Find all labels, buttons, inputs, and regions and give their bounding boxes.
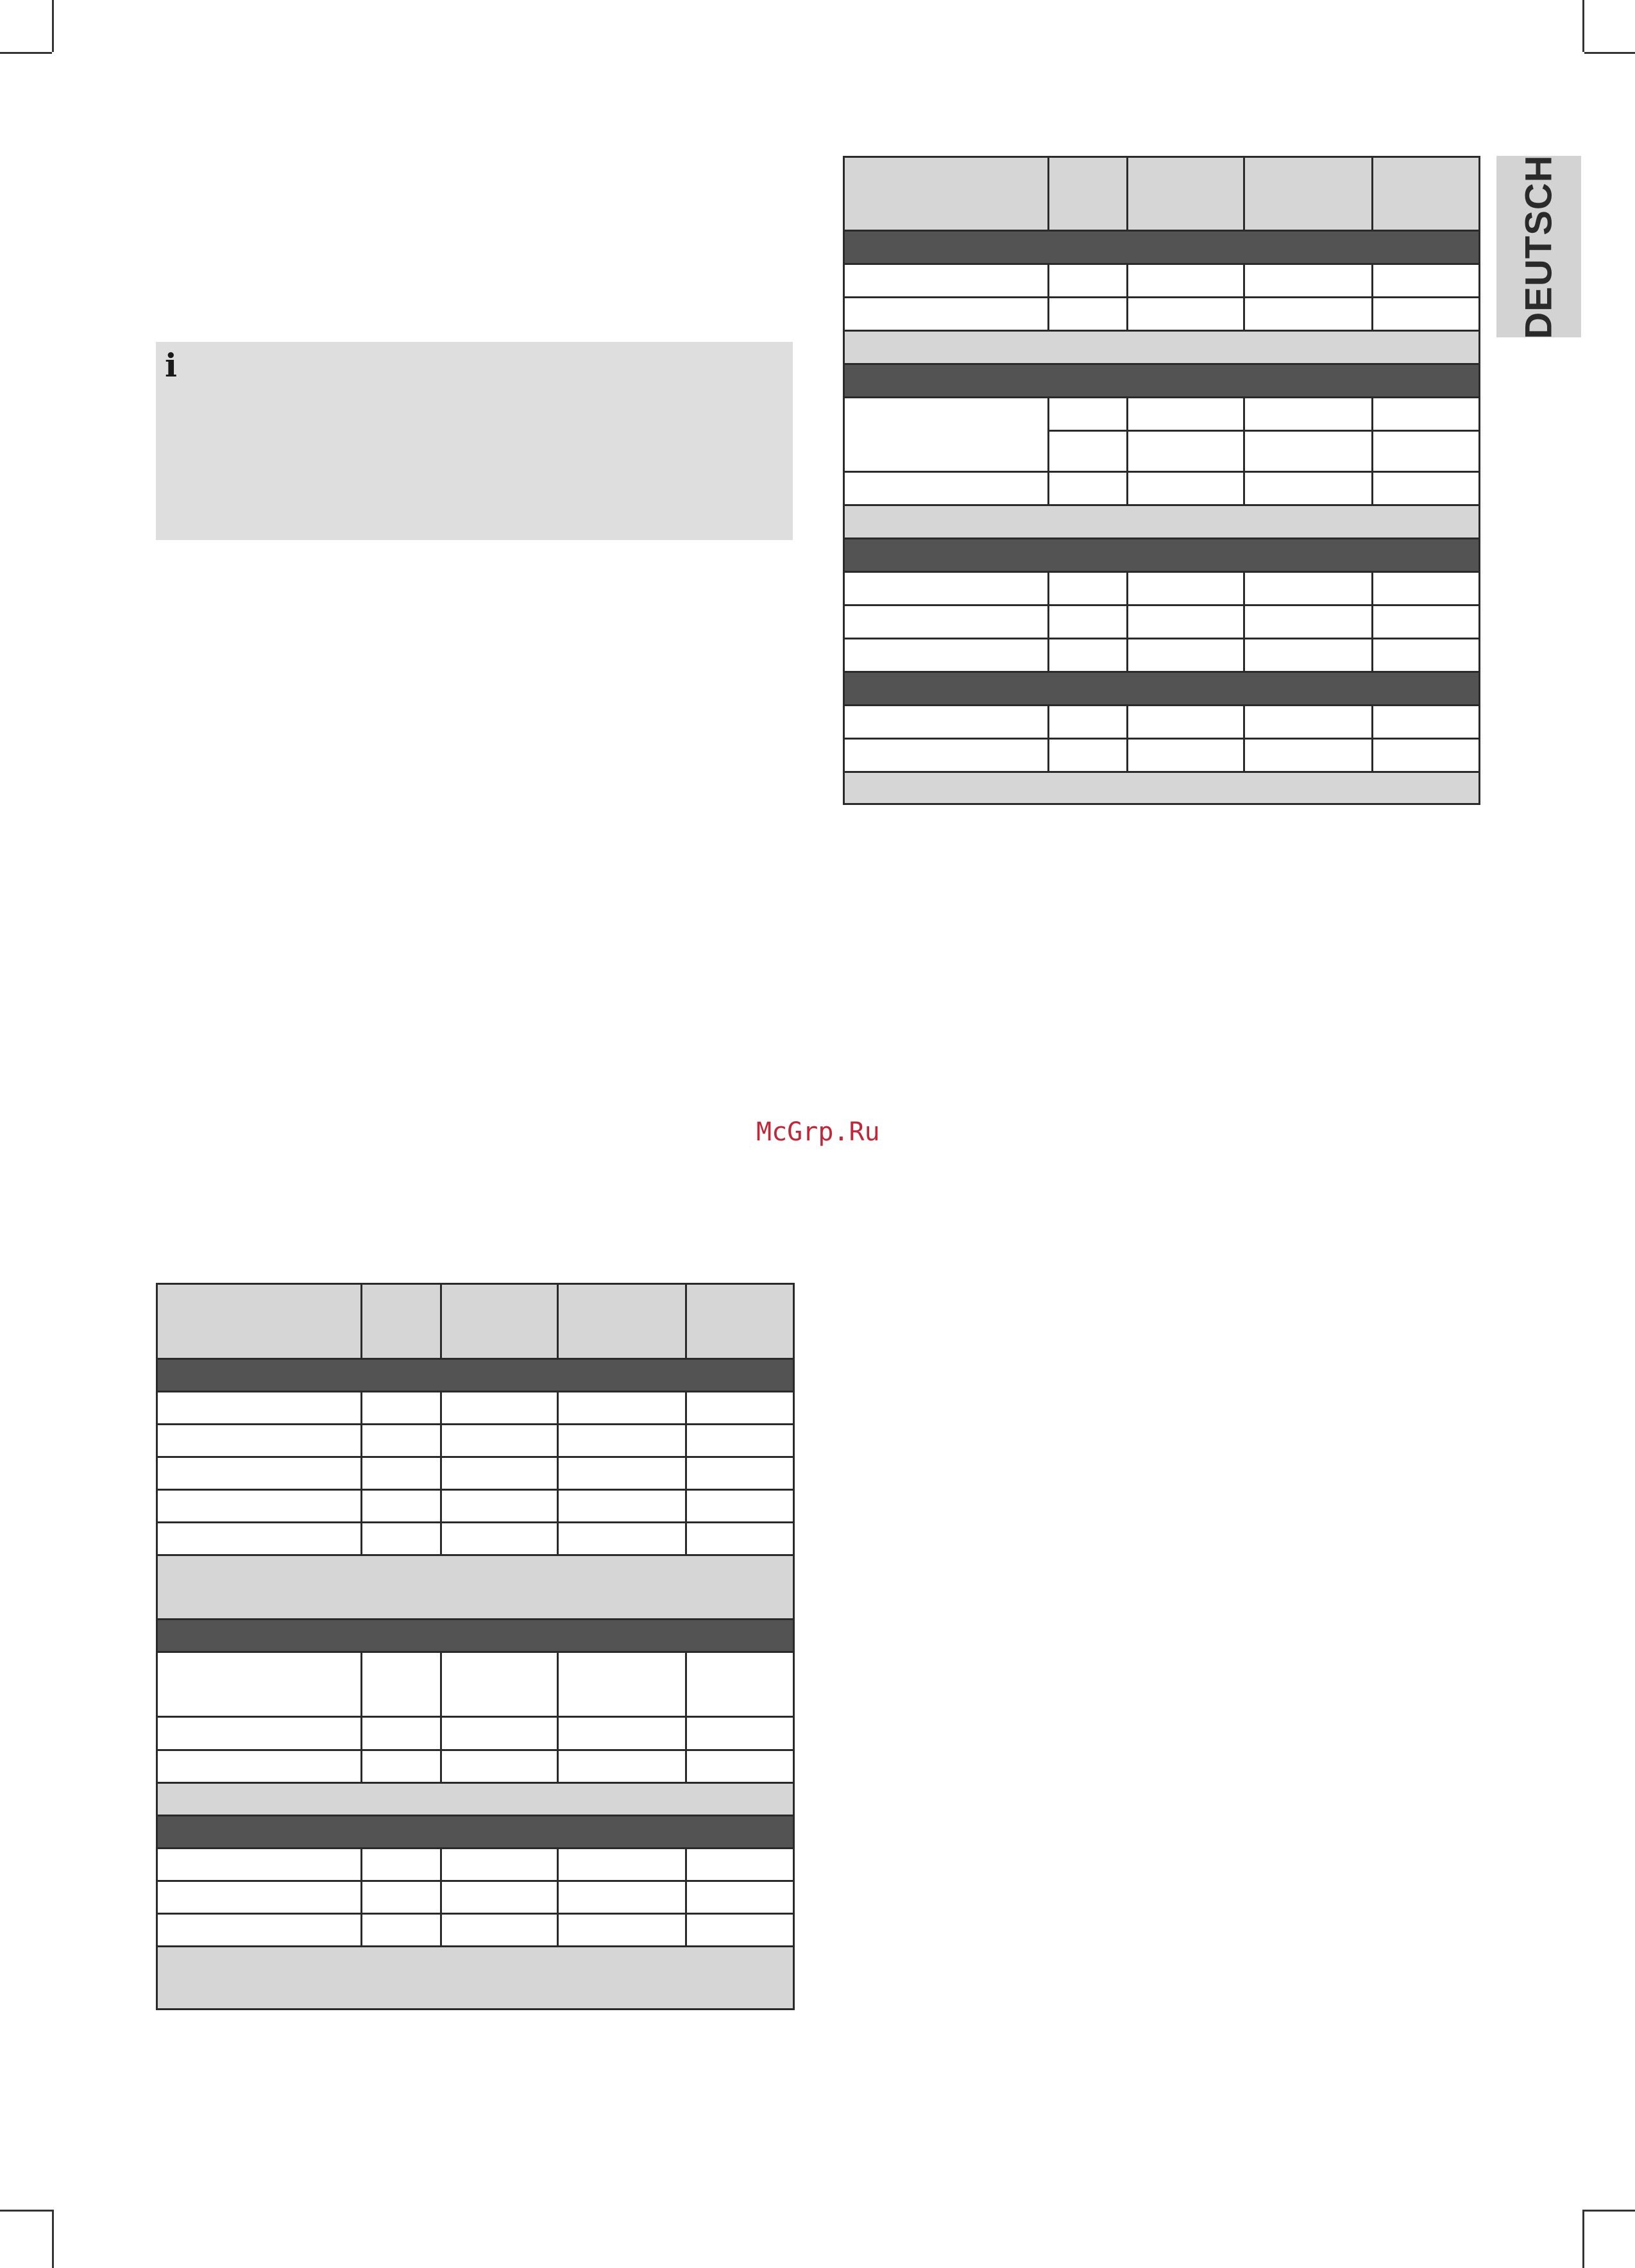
section-header-row [844,539,1480,572]
language-tab [1496,156,1581,337]
table-header-cell [362,1284,441,1359]
table-row [157,1750,794,1782]
table-row [844,739,1480,772]
table-row [844,472,1480,505]
section-header-row [844,364,1480,398]
table-header-cell [1373,157,1480,231]
table-header-cell [157,1284,362,1359]
table-header-cell [1244,157,1373,231]
watermark: McGrp.Ru [756,1117,880,1147]
crop-mark-bottom-right-h [1584,2210,1635,2212]
table-row [157,1425,794,1457]
section-header-row [157,1815,794,1848]
table-row [157,1490,794,1523]
table-header-cell [558,1284,686,1359]
table-row [844,264,1480,298]
table-row [844,572,1480,605]
table-header-cell [844,157,1049,231]
table-header-cell [1128,157,1244,231]
crop-mark-top-left-v [52,0,54,52]
crop-mark-bottom-left-v [52,2210,54,2268]
crop-mark-bottom-left-h [0,2210,52,2212]
table-row [157,1457,794,1490]
table-right [843,156,1480,805]
table-row [157,1523,794,1555]
crop-mark-top-right-h [1584,52,1635,54]
table-header-cell [1049,157,1128,231]
section-header-row [844,672,1480,706]
note-row [157,1555,794,1620]
table-row [844,298,1480,331]
table-header-cell [686,1284,794,1359]
info-icon: i [165,346,177,384]
table-row [157,1392,794,1425]
table-header-row [157,1284,794,1359]
note-row [157,1946,794,2009]
note-box [156,342,793,540]
table-row [844,605,1480,639]
language-tab-label: DEUTSCH [1518,154,1560,339]
table-row [844,706,1480,739]
section-header-row [157,1359,794,1392]
note-row [844,772,1480,804]
section-header-row [157,1620,794,1652]
table-row [157,1717,794,1750]
crop-mark-bottom-right-v [1582,2210,1584,2268]
crop-mark-top-left-h [0,52,52,54]
table-row [157,1652,794,1717]
note-row [157,1782,794,1815]
section-header-row [844,231,1480,264]
table-left [156,1283,795,2010]
table-row [157,1913,794,1946]
table-row [157,1848,794,1881]
note-row [844,505,1480,539]
table-row [157,1881,794,1913]
table-row [844,639,1480,672]
table-header-cell [441,1284,558,1359]
note-row [844,331,1480,364]
table-row [844,398,1480,431]
crop-mark-top-right-v [1582,0,1584,52]
table-header-row [844,157,1480,231]
